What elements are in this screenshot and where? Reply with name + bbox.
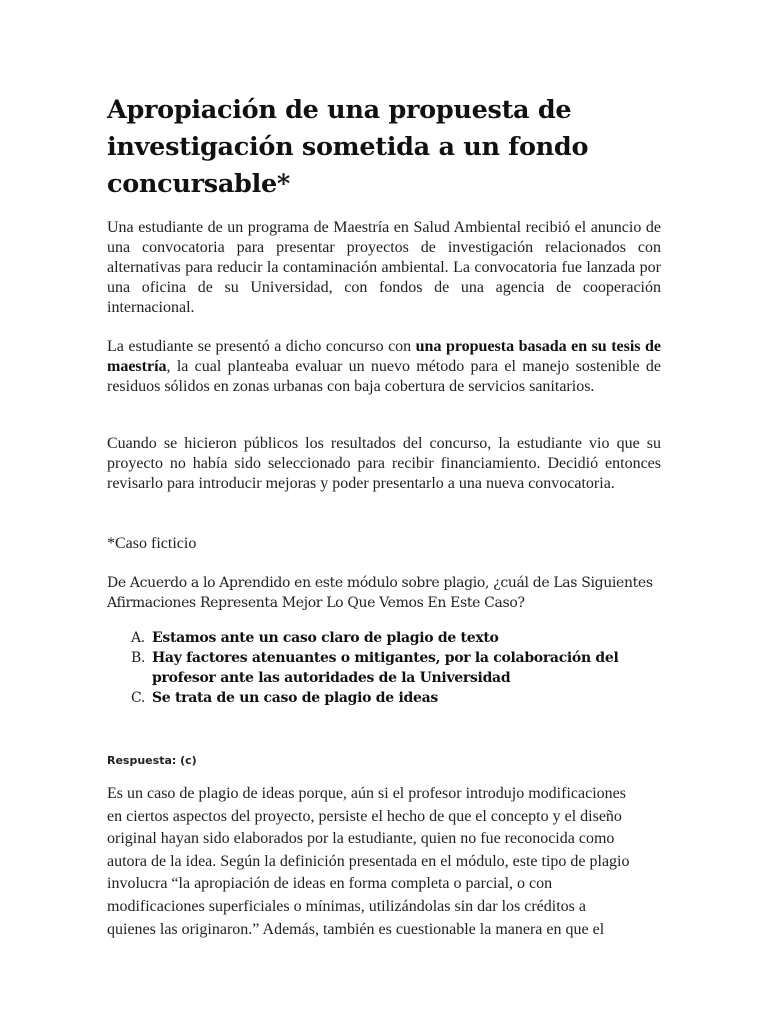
answer-line: quienes las originaron.” Además, también es cuestionable la manera en que el	[107, 920, 605, 938]
paragraph-proposal-end: , la cual planteaba evaluar un nuevo método para el manejo sostenible de residuos sólidos en zonas urbanas con baja cobertura de servicios sanitarios.	[107, 358, 661, 395]
paragraph-intro: Una estudiante de un programa de Maestría en Salud Ambiental recibió el anuncio de una convocatoria para presentar proyectos de investigación relacionados con alternativas para reducir la contaminación ambiental. La convocatoria fue lanzada por una oficina de su Universidad, con fondos de una agencia de cooperación internacional.	[107, 219, 661, 316]
paragraph-proposal	[107, 337, 661, 397]
option-letter: B.	[131, 650, 146, 666]
answer-line: original hayan sido elaborados por la estudiante, quien no fue reconocida como	[107, 830, 615, 848]
option-text: Hay factores atenuantes o mitigantes, por la colaboración del profesor ante las autoridades de la Universidad	[152, 650, 619, 686]
option-letter: A.	[131, 630, 145, 646]
answer-label: Respuesta: (c)	[107, 754, 197, 767]
answer-line: involucra “la apropiación de ideas en forma completa o parcial, o con	[107, 875, 553, 893]
option-text: Se trata de un caso de plagio de ideas	[152, 690, 438, 706]
answer-options	[107, 628, 661, 708]
option-b	[107, 648, 661, 688]
answer-line: en ciertos aspectos del proyecto, persiste el hecho de que el concepto y el diseño	[107, 807, 622, 825]
option-a	[107, 628, 661, 648]
answer-line: modificaciones superficiales o mínimas, utilizándolas sin dar los créditos a	[107, 897, 586, 915]
option-text: Estamos ante un caso claro de plagio de texto	[152, 630, 499, 646]
answer-line: Es un caso de plagio de ideas porque, aún si el profesor introdujo modificaciones	[107, 785, 626, 802]
answer-explanation	[107, 783, 647, 941]
footnote: *Caso ficticio	[107, 535, 197, 552]
option-c	[107, 688, 661, 708]
paragraph-results: Cuando se hicieron públicos los resultados del concurso, la estudiante vio que su proyecto no había sido seleccionado para recibir financiamiento. Decidió entonces revisarlo para introducir mejoras y poder presentarlo a una nueva convocatoria.	[107, 435, 661, 492]
document-title: Apropiación de una propuesta de investigación sometida a un fondo concursable*	[107, 95, 589, 199]
question-text: De Acuerdo a lo Aprendido en este módulo sobre plagio, ¿cuál de Las Siguientes Afirmaciones Representa Mejor Lo Que Vemos En Este Caso?	[107, 575, 653, 611]
paragraph-proposal-start: La estudiante se presentó a dicho concurso con	[107, 338, 416, 355]
option-letter: C.	[131, 690, 146, 706]
paragraph-proposal-bold: una propuesta basada en su tesis de maestría	[107, 338, 661, 375]
answer-line: autora de la idea. Según la definición presentada en el módulo, este tipo de plagio	[107, 852, 630, 870]
